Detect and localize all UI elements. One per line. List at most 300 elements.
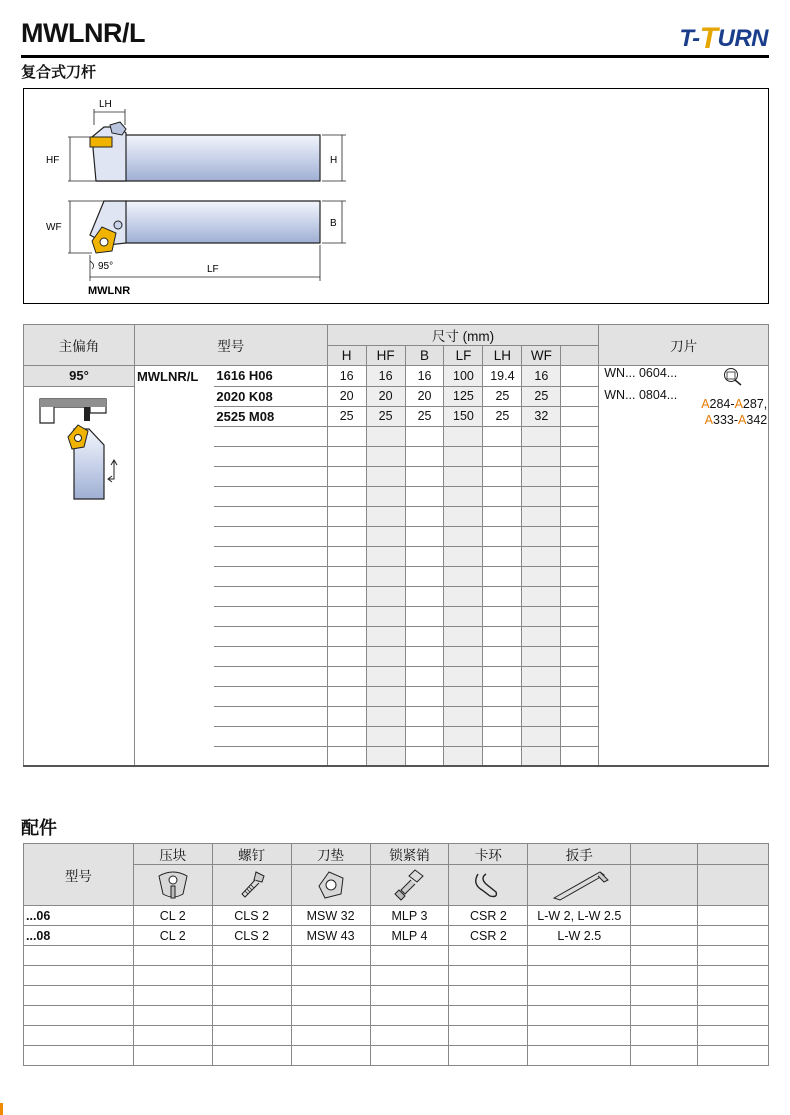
side-view <box>68 109 346 181</box>
acc-cell <box>212 966 291 986</box>
acc-cell <box>449 1026 528 1046</box>
page-ref-page: 287, <box>742 397 768 411</box>
angle-value: 95° <box>24 366 135 387</box>
dim-header-h: H <box>327 346 366 366</box>
dim-cell <box>522 686 561 706</box>
dim-cell <box>366 686 405 706</box>
model-cell <box>214 746 327 766</box>
acc-cell <box>291 986 370 1006</box>
acc-cell <box>291 1046 370 1066</box>
model-cell: 2525 M08 <box>214 406 327 426</box>
acc-cell <box>291 1006 370 1026</box>
dim-cell <box>444 686 483 706</box>
dim-cell <box>405 446 444 466</box>
dim-cell <box>522 626 561 646</box>
table-row <box>24 386 769 406</box>
dim-cell: 25 <box>483 386 522 406</box>
dim-cell <box>444 546 483 566</box>
acc-cell: MSW 32 <box>291 906 370 926</box>
dim-cell <box>483 646 522 666</box>
dim-cell <box>522 546 561 566</box>
dim-cell <box>366 466 405 486</box>
model-cell <box>214 586 327 606</box>
circlip-icon <box>449 865 528 906</box>
dim-cell <box>483 546 522 566</box>
acc-model-cell <box>24 1006 134 1026</box>
dim-cell <box>327 466 366 486</box>
dim-cell <box>483 506 522 526</box>
page-ref-page: 333- <box>713 413 739 427</box>
acc-col-header <box>698 844 769 865</box>
dim-cell: 125 <box>444 386 483 406</box>
acc-cell <box>631 1006 698 1026</box>
table-row <box>24 366 769 387</box>
lock-pin-icon <box>370 865 449 906</box>
acc-cell <box>133 946 212 966</box>
acc-cell <box>291 966 370 986</box>
dim-cell <box>444 426 483 446</box>
dim-cell <box>483 726 522 746</box>
dim-cell <box>366 746 405 766</box>
dim-header-extra <box>561 346 599 366</box>
model-cell <box>214 446 327 466</box>
dim-cell <box>366 546 405 566</box>
acc-model-cell <box>24 1026 134 1046</box>
dim-cell <box>327 666 366 686</box>
acc-cell <box>212 986 291 1006</box>
dim-cell <box>327 506 366 526</box>
dim-cell <box>366 666 405 686</box>
page-ref-prefix: A <box>704 413 714 427</box>
dim-cell <box>522 426 561 446</box>
acc-cell <box>291 946 370 966</box>
dim-cell <box>405 466 444 486</box>
dim-cell <box>561 566 599 586</box>
acc-cell <box>528 1046 631 1066</box>
dim-cell <box>483 706 522 726</box>
page-ref-prefix: A <box>738 413 747 427</box>
dim-header-wf: WF <box>522 346 561 366</box>
acc-cell <box>212 946 291 966</box>
acc-cell: CSR 2 <box>449 926 528 946</box>
table-row <box>24 1046 769 1066</box>
acc-cell <box>370 986 449 1006</box>
dim-cell <box>327 586 366 606</box>
series-name: MWLNR/L <box>134 366 214 387</box>
acc-cell <box>449 1006 528 1026</box>
acc-col-header: 锁紧销 <box>370 844 449 865</box>
dim-cell <box>366 606 405 626</box>
dim-cell: 100 <box>444 366 483 387</box>
acc-cell: L-W 2, L-W 2.5 <box>528 906 631 926</box>
series-spacer <box>134 386 214 766</box>
dim-cell <box>522 646 561 666</box>
page-ref[interactable] <box>695 396 767 428</box>
page-ref-prefix: A <box>734 397 743 411</box>
acc-cell <box>370 946 449 966</box>
wrench-icon <box>528 865 631 906</box>
page-title: MWLNR/L <box>21 18 145 48</box>
acc-cell <box>698 1026 769 1046</box>
dim-cell <box>327 546 366 566</box>
acc-cell <box>631 946 698 966</box>
dim-cell <box>483 666 522 686</box>
acc-col-header: 扳手 <box>528 844 631 865</box>
acc-model-cell <box>24 986 134 1006</box>
dim-cell: 25 <box>327 406 366 426</box>
col-header-dims: 尺寸 (mm) <box>327 325 599 346</box>
acc-cell <box>133 966 212 986</box>
dim-cell <box>483 606 522 626</box>
page-ref-page: 342 <box>746 413 768 427</box>
dim-cell <box>327 426 366 446</box>
dim-cell <box>405 426 444 446</box>
dim-cell <box>483 586 522 606</box>
dim-cell <box>405 486 444 506</box>
table-row <box>24 966 769 986</box>
table-row <box>24 986 769 1006</box>
dim-cell: 20 <box>327 386 366 406</box>
dim-cell <box>522 666 561 686</box>
acc-col-header: 螺钉 <box>212 844 291 865</box>
dim-cell <box>444 626 483 646</box>
dim-cell <box>405 566 444 586</box>
acc-cell <box>698 1006 769 1026</box>
dim-cell <box>561 626 599 646</box>
dim-cell <box>366 446 405 466</box>
dim-cell <box>444 526 483 546</box>
col-header-model: 型号 <box>134 325 327 366</box>
acc-model-cell <box>24 946 134 966</box>
model-cell <box>214 566 327 586</box>
screw-icon <box>212 865 291 906</box>
model-cell <box>214 486 327 506</box>
table-row <box>24 1006 769 1026</box>
dim-cell <box>561 706 599 726</box>
dim-cell <box>561 526 599 546</box>
dim-cell <box>366 506 405 526</box>
insert-code: WN... 0604... <box>604 366 678 380</box>
dim-cell: 25 <box>405 406 444 426</box>
model-cell <box>214 466 327 486</box>
insert-code: WN... 0804... <box>604 388 678 402</box>
dim-cell <box>366 706 405 726</box>
insert-cell <box>599 366 769 387</box>
model-cell <box>214 706 327 726</box>
dim-cell: 16 <box>327 366 366 387</box>
page-ref-prefix: A <box>701 397 710 411</box>
accessories-title: 配件 <box>21 818 57 838</box>
dim-cell <box>561 726 599 746</box>
dim-cell <box>522 526 561 546</box>
dim-cell <box>405 546 444 566</box>
dim-cell <box>405 606 444 626</box>
dim-cell <box>522 706 561 726</box>
dim-cell <box>405 666 444 686</box>
model-cell <box>214 626 327 646</box>
acc-cell <box>133 986 212 1006</box>
dim-cell <box>561 426 599 446</box>
model-cell <box>214 546 327 566</box>
dim-cell <box>483 526 522 546</box>
dim-cell <box>405 746 444 766</box>
dim-cell <box>522 566 561 586</box>
dim-cell <box>561 486 599 506</box>
acc-cell <box>291 1026 370 1046</box>
page-edge-mark <box>0 1103 3 1115</box>
acc-cell <box>631 906 698 926</box>
dim-cell: 20 <box>405 386 444 406</box>
acc-cell <box>631 966 698 986</box>
dim-cell <box>366 726 405 746</box>
acc-cell: MSW 43 <box>291 926 370 946</box>
dim-cell <box>522 746 561 766</box>
acc-cell <box>528 946 631 966</box>
acc-cell <box>698 986 769 1006</box>
dim-cell: 32 <box>522 406 561 426</box>
model-cell <box>214 606 327 626</box>
acc-cell <box>212 1046 291 1066</box>
acc-col-header: 卡环 <box>449 844 528 865</box>
dim-cell <box>483 746 522 766</box>
dim-cell <box>327 686 366 706</box>
dim-cell <box>444 726 483 746</box>
acc-cell <box>133 1026 212 1046</box>
acc-cell <box>133 1006 212 1026</box>
acc-cell: CSR 2 <box>449 906 528 926</box>
dim-cell <box>405 646 444 666</box>
dim-cell <box>483 426 522 446</box>
model-cell <box>214 646 327 666</box>
clamp-icon <box>133 865 212 906</box>
dim-cell <box>444 706 483 726</box>
acc-cell <box>449 946 528 966</box>
table-row <box>24 926 769 946</box>
acc-cell <box>370 1026 449 1046</box>
acc-cell <box>528 1006 631 1026</box>
dim-cell <box>561 406 599 426</box>
dim-cell <box>561 666 599 686</box>
model-cell <box>214 666 327 686</box>
logo-text-3: URN <box>717 25 768 52</box>
dim-cell <box>561 686 599 706</box>
acc-cell <box>698 966 769 986</box>
table-row <box>24 1026 769 1046</box>
dim-cell <box>327 626 366 646</box>
acc-cell <box>370 966 449 986</box>
acc-cell: CL 2 <box>133 926 212 946</box>
model-cell <box>214 426 327 446</box>
acc-cell <box>698 926 769 946</box>
dim-header-hf: HF <box>366 346 405 366</box>
dim-cell <box>522 446 561 466</box>
model-cell <box>214 686 327 706</box>
accessories-table <box>23 843 769 1066</box>
dim-label-b: B <box>330 218 337 229</box>
dim-cell <box>561 446 599 466</box>
page-ref-page: 284- <box>709 397 735 411</box>
dim-cell <box>405 506 444 526</box>
dim-cell <box>327 446 366 466</box>
dim-label-h: H <box>330 155 338 166</box>
acc-cell <box>212 1026 291 1046</box>
acc-cell <box>631 926 698 946</box>
dim-cell <box>561 746 599 766</box>
page-ref-icon[interactable] <box>722 367 744 387</box>
dim-cell <box>366 566 405 586</box>
dim-label-angle: 95° <box>98 261 114 272</box>
model-cell: 1616 H06 <box>214 366 327 387</box>
dim-cell: 16 <box>405 366 444 387</box>
acc-cell <box>212 1006 291 1026</box>
dim-cell <box>561 386 599 406</box>
acc-cell <box>528 966 631 986</box>
dim-cell <box>405 726 444 746</box>
dim-cell <box>366 426 405 446</box>
empty-icon-cell <box>631 865 698 906</box>
acc-cell <box>528 1026 631 1046</box>
acc-cell <box>631 986 698 1006</box>
acc-cell <box>528 986 631 1006</box>
dim-cell <box>327 646 366 666</box>
acc-cell <box>370 1046 449 1066</box>
tool-drawing-svg <box>24 89 770 305</box>
col-header-angle: 主偏角 <box>24 325 135 366</box>
dim-cell <box>327 566 366 586</box>
acc-model-cell: ...08 <box>24 926 134 946</box>
dim-cell <box>405 706 444 726</box>
dim-cell <box>522 586 561 606</box>
dim-cell <box>327 726 366 746</box>
dim-cell <box>483 466 522 486</box>
dim-cell <box>327 746 366 766</box>
angle-illustration <box>34 393 124 503</box>
logo-text-1: T- <box>679 25 700 52</box>
dim-cell: 25 <box>483 406 522 426</box>
header-rule <box>21 55 769 58</box>
acc-col-header <box>631 844 698 865</box>
model-cell: 2020 K08 <box>214 386 327 406</box>
dim-cell <box>366 646 405 666</box>
angle-illustration-cell <box>24 386 135 766</box>
acc-cell: CLS 2 <box>212 906 291 926</box>
dim-cell: 16 <box>366 366 405 387</box>
dim-cell <box>561 546 599 566</box>
model-cell <box>214 526 327 546</box>
acc-cell: CLS 2 <box>212 926 291 946</box>
acc-cell <box>631 1046 698 1066</box>
acc-cell <box>631 1026 698 1046</box>
shim-icon <box>291 865 370 906</box>
dim-cell <box>444 486 483 506</box>
logo-text-2: T <box>699 22 718 55</box>
table-row <box>24 906 769 926</box>
acc-model-cell <box>24 966 134 986</box>
acc-cell <box>133 1046 212 1066</box>
dim-cell <box>444 646 483 666</box>
dim-cell <box>561 366 599 387</box>
dim-label-hf: HF <box>46 155 60 166</box>
acc-col-model: 型号 <box>24 844 134 906</box>
acc-cell <box>449 966 528 986</box>
dim-cell <box>561 586 599 606</box>
dim-cell: 25 <box>366 406 405 426</box>
acc-cell <box>698 1046 769 1066</box>
dim-cell: 20 <box>366 386 405 406</box>
model-cell <box>214 506 327 526</box>
acc-cell <box>449 1046 528 1066</box>
dim-cell <box>405 626 444 646</box>
dim-cell <box>405 686 444 706</box>
table-row <box>24 946 769 966</box>
acc-cell: MLP 3 <box>370 906 449 926</box>
dim-cell <box>444 446 483 466</box>
acc-cell: L-W 2.5 <box>528 926 631 946</box>
dim-cell <box>366 526 405 546</box>
dim-cell <box>483 486 522 506</box>
acc-cell <box>370 1006 449 1026</box>
dim-header-lh: LH <box>483 346 522 366</box>
model-cell <box>214 726 327 746</box>
dim-cell <box>522 466 561 486</box>
spec-table <box>23 324 769 767</box>
dim-cell <box>444 506 483 526</box>
acc-col-header: 刀垫 <box>291 844 370 865</box>
dim-cell <box>366 586 405 606</box>
col-header-insert: 刀片 <box>599 325 769 366</box>
dim-cell <box>444 606 483 626</box>
dim-cell <box>327 706 366 726</box>
dim-header-lf: LF <box>444 346 483 366</box>
dim-cell <box>366 626 405 646</box>
dim-cell <box>327 486 366 506</box>
dim-cell <box>483 566 522 586</box>
dim-cell <box>561 506 599 526</box>
brand-logo <box>679 20 768 54</box>
acc-col-header: 压块 <box>133 844 212 865</box>
acc-model-cell: ...06 <box>24 906 134 926</box>
dim-cell <box>405 526 444 546</box>
dim-cell <box>483 446 522 466</box>
dim-cell <box>522 486 561 506</box>
page-subtitle: 复合式刀杆 <box>21 64 97 81</box>
dim-label-wf: WF <box>46 222 62 233</box>
dim-cell <box>327 606 366 626</box>
dim-cell <box>444 666 483 686</box>
dim-cell <box>522 726 561 746</box>
dim-cell <box>444 586 483 606</box>
dim-cell: 19.4 <box>483 366 522 387</box>
acc-cell <box>698 946 769 966</box>
dim-cell <box>444 746 483 766</box>
dim-cell <box>444 466 483 486</box>
dim-cell <box>327 526 366 546</box>
dim-cell: 16 <box>522 366 561 387</box>
dim-header-b: B <box>405 346 444 366</box>
empty-icon-cell <box>698 865 769 906</box>
acc-cell <box>449 986 528 1006</box>
insert-cell-main <box>599 386 769 766</box>
dim-cell <box>405 586 444 606</box>
dim-cell: 150 <box>444 406 483 426</box>
dim-cell <box>366 486 405 506</box>
acc-model-cell <box>24 1046 134 1066</box>
acc-cell: CL 2 <box>133 906 212 926</box>
dim-label-lh: LH <box>99 99 112 110</box>
dim-cell <box>522 506 561 526</box>
dim-cell <box>561 646 599 666</box>
acc-cell: MLP 4 <box>370 926 449 946</box>
